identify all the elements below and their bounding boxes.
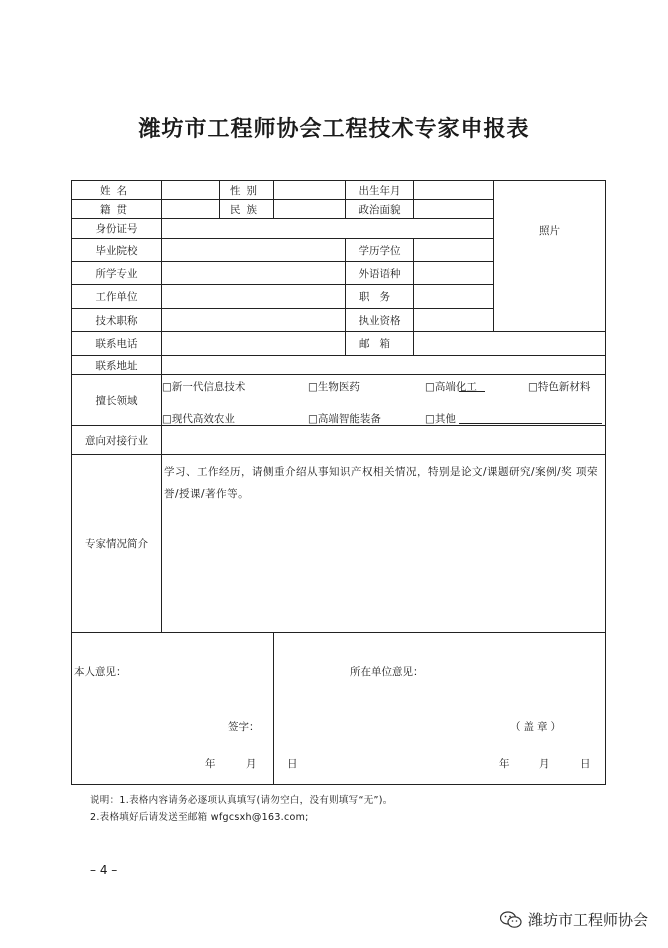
- photo-label: 照片: [539, 225, 560, 237]
- field-label: 擅长领域: [72, 375, 162, 426]
- license-label: 执业资格: [346, 309, 414, 332]
- email-label: 邮箱: [346, 332, 414, 356]
- domain-option-biomed[interactable]: □生物医药: [308, 381, 360, 393]
- gender-label: 性别: [220, 181, 274, 200]
- industry-value[interactable]: [162, 426, 606, 455]
- org-opinion-label: 所在单位意见：: [350, 666, 424, 678]
- domain-option-agriculture[interactable]: □现代高效农业: [162, 413, 235, 425]
- degree-label: 学历学位: [346, 239, 414, 262]
- language-label: 外语语种: [346, 262, 414, 285]
- employer-value[interactable]: [162, 285, 346, 309]
- org-opinion-cell[interactable]: [274, 633, 606, 785]
- profile-label: 专家情况简介: [72, 455, 162, 633]
- org-year: 年: [499, 758, 510, 770]
- domain-option-it[interactable]: □新一代信息技术: [162, 381, 246, 393]
- self-opinion-cell[interactable]: [72, 633, 274, 785]
- watermark-text: 潍坊市工程师协会: [527, 911, 648, 929]
- address-value[interactable]: [162, 356, 606, 375]
- wechat-icon: [500, 911, 522, 929]
- title-rank-label: 技术职称: [72, 309, 162, 332]
- note-1: 说明：1.表格内容请务必逐项认真填写(请勿空白，没有则填写“无”)。: [90, 795, 393, 806]
- domain-option-other[interactable]: □其他: [425, 413, 456, 425]
- ethnic-label: 民族: [220, 200, 274, 219]
- phone-label: 联系电话: [72, 332, 162, 356]
- domain-option-materials[interactable]: □特色新材料: [528, 381, 591, 393]
- org-day: 日: [580, 758, 591, 770]
- address-label: 联系地址: [72, 356, 162, 375]
- domain-option-chemical[interactable]: □高端化工: [425, 381, 477, 393]
- native-label: 籍贯: [72, 200, 162, 219]
- school-label: 毕业院校: [72, 239, 162, 262]
- position-value[interactable]: [414, 285, 494, 309]
- name-label: 姓名: [72, 181, 162, 200]
- self-year: 年: [205, 758, 216, 770]
- school-value[interactable]: [162, 239, 346, 262]
- phone-value[interactable]: [162, 332, 346, 356]
- signature-label: 签字：: [228, 721, 260, 733]
- political-value[interactable]: [414, 200, 494, 219]
- major-value[interactable]: [162, 262, 346, 285]
- domain-option-equipment[interactable]: □高端智能装备: [308, 413, 381, 425]
- page-number: – 4 –: [90, 863, 118, 877]
- ethnic-value[interactable]: [274, 200, 346, 219]
- seal-label: （盖章）: [510, 721, 564, 733]
- name-value[interactable]: [162, 181, 220, 200]
- birth-label: 出生年月: [346, 181, 414, 200]
- birth-value[interactable]: [414, 181, 494, 200]
- org-month: 月: [539, 758, 550, 770]
- id-number-label: 身份证号: [72, 219, 162, 239]
- other-underline[interactable]: [459, 423, 602, 424]
- self-month: 月: [246, 758, 257, 770]
- chemical-underline: [459, 391, 485, 392]
- native-value[interactable]: [162, 200, 220, 219]
- major-label: 所学专业: [72, 262, 162, 285]
- position-label: 职务: [346, 285, 414, 309]
- email-value[interactable]: [414, 332, 606, 356]
- note-2: 2.表格填好后请发送至邮箱 wfgcsxh@163.com;: [90, 812, 309, 823]
- profile-hint: 学习、工作经历，请侧重介绍从事知识产权相关情况，特别是论文/课题研究/案例/奖 项荣誉/授课/著作等。: [164, 466, 598, 500]
- gender-value[interactable]: [274, 181, 346, 200]
- watermark: [500, 909, 648, 930]
- language-value[interactable]: [414, 262, 494, 285]
- employer-label: 工作单位: [72, 285, 162, 309]
- political-label: 政治面貌: [346, 200, 414, 219]
- license-value[interactable]: [414, 309, 606, 332]
- id-number-value[interactable]: [162, 219, 494, 239]
- self-opinion-label: 本人意见：: [74, 666, 127, 678]
- self-day: 日: [287, 758, 298, 770]
- title-rank-value[interactable]: [162, 309, 346, 332]
- industry-label: 意向对接行业: [72, 426, 162, 455]
- form-title: 潍坊市工程师协会工程技术专家申报表: [138, 117, 530, 142]
- degree-value[interactable]: [414, 239, 494, 262]
